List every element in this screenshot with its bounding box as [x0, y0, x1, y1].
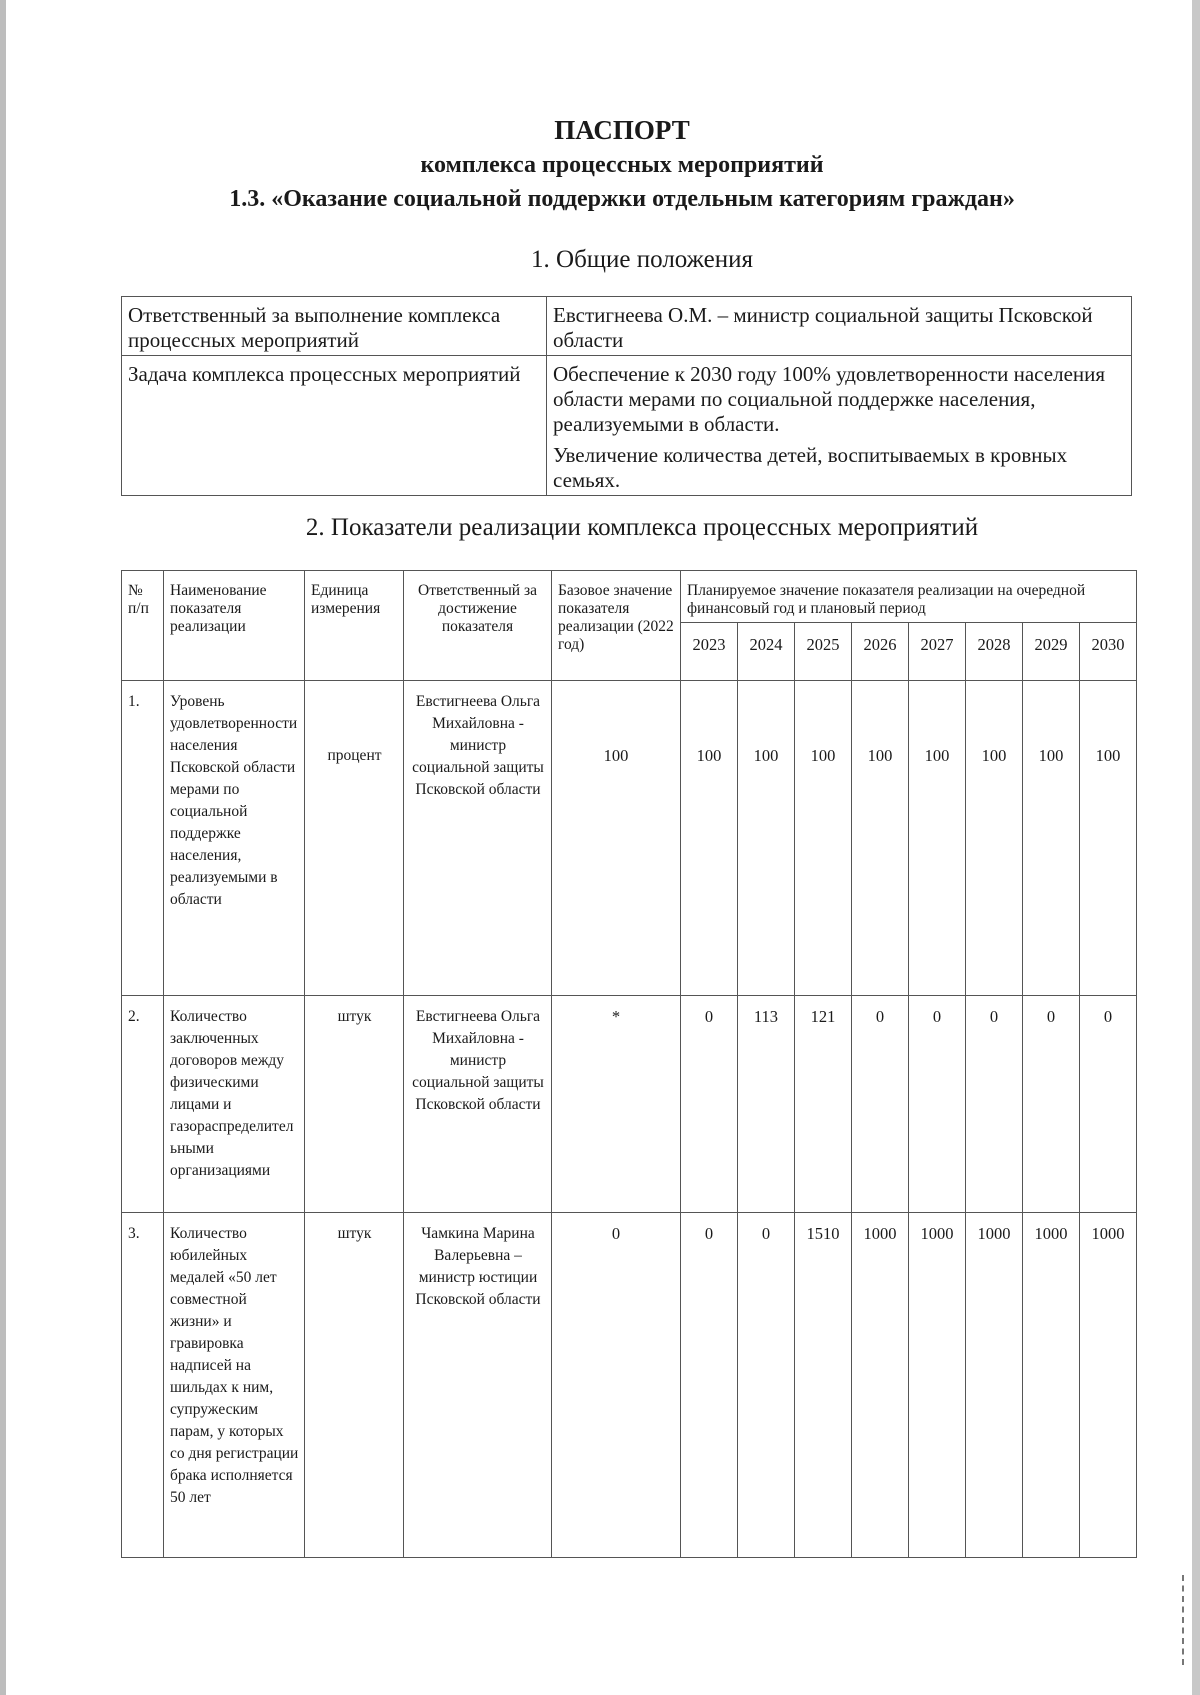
indicator-value: 0 — [1023, 996, 1080, 1213]
indicator-value: 0 — [681, 1213, 738, 1558]
indicator-name: Количество заключенных договоров между физическими лицами и газораспределительными организациями — [164, 996, 305, 1213]
indicator-responsible: Евстигнеева Ольга Михайловна - министр социальной защиты Псковской области — [404, 996, 552, 1213]
header-name: Наименование показателя реализации — [164, 571, 305, 681]
row-num: 3. — [122, 1213, 164, 1558]
indicator-name: Количество юбилейных медалей «50 лет совместной жизни» и гравировка надписей на шильдах к ним, супружеским парам, у которых со дня регистрации брака исполняется 50 лет — [164, 1213, 305, 1558]
header-year: 2023 — [681, 623, 738, 681]
indicator-responsible: Чамкина Марина Валерьевна – министр юстиции Псковской области — [404, 1213, 552, 1558]
indicator-value: 100 — [738, 681, 795, 996]
header-base: Базовое значение показателя реализации (2022 год) — [552, 571, 681, 681]
indicator-value: 100 — [966, 681, 1023, 996]
section2-heading: 2. Показатели реализации комплекса процессных мероприятий — [305, 514, 979, 541]
indicator-value: 1510 — [795, 1213, 852, 1558]
table-row — [122, 297, 1132, 356]
task-value — [547, 356, 1132, 496]
indicator-value: 1000 — [852, 1213, 909, 1558]
indicator-value: 100 — [852, 681, 909, 996]
responsible-label: Ответственный за выполнение комплекса процессных мероприятий — [122, 297, 547, 356]
responsible-value-text: Евстигнеева О.М. – министр социальной защиты Псковской области — [553, 303, 1093, 352]
header-year: 2029 — [1023, 623, 1080, 681]
indicator-value: 0 — [1080, 996, 1137, 1213]
responsible-value — [547, 297, 1132, 356]
indicator-unit: штук — [305, 1213, 404, 1558]
indicator-value: 0 — [852, 996, 909, 1213]
scan-edge-mark — [1178, 1575, 1184, 1665]
indicator-value: 1000 — [1080, 1213, 1137, 1558]
table-row — [122, 681, 1137, 996]
header-year: 2025 — [795, 623, 852, 681]
header-planned: Планируемое значение показателя реализации на очередной финансовый год и плановый период — [681, 571, 1137, 623]
table-row — [122, 996, 1137, 1213]
document-title: ПАСПОРТ — [554, 115, 690, 145]
indicator-value: 100 — [681, 681, 738, 996]
header-year: 2028 — [966, 623, 1023, 681]
indicator-value: 1000 — [909, 1213, 966, 1558]
indicator-value: 0 — [966, 996, 1023, 1213]
header-year: 2027 — [909, 623, 966, 681]
indicator-value: 100 — [1080, 681, 1137, 996]
indicator-name: Уровень удовлетворенности населения Псковской области мерами по социальной поддержке населения, реализуемыми в области — [164, 681, 305, 996]
program-title: 1.3. «Оказание социальной поддержки отдельным категориям граждан» — [229, 186, 1015, 212]
row-num: 1. — [122, 681, 164, 996]
task-label: Задача комплекса процессных мероприятий — [122, 356, 547, 496]
indicator-value: 100 — [1023, 681, 1080, 996]
task-value-1: Обеспечение к 2030 году 100% удовлетворенности населения области мерами по социальной поддержке населения, реализуемыми в области. — [553, 362, 1106, 436]
header-year: 2026 — [852, 623, 909, 681]
table-row — [122, 356, 1132, 496]
indicator-unit: процент — [305, 681, 404, 996]
indicator-base: 0 — [552, 1213, 681, 1558]
header-year: 2030 — [1080, 623, 1137, 681]
indicator-value: 1000 — [966, 1213, 1023, 1558]
indicators-table — [121, 570, 1137, 1558]
indicator-value: 0 — [738, 1213, 795, 1558]
general-provisions-table — [121, 296, 1132, 496]
section1-heading: 1. Общие положения — [531, 246, 753, 273]
indicator-value: 121 — [795, 996, 852, 1213]
task-value-2: Увеличение количества детей, воспитываемых в кровных семьях. — [553, 443, 1068, 492]
document-subtitle: комплекса процессных мероприятий — [420, 152, 824, 178]
row-num: 2. — [122, 996, 164, 1213]
header-num: № п/п — [122, 571, 164, 681]
header-year: 2024 — [738, 623, 795, 681]
header-responsible: Ответственный за достижение показателя — [404, 571, 552, 681]
indicator-base: * — [552, 996, 681, 1213]
indicator-unit: штук — [305, 996, 404, 1213]
indicator-value: 113 — [738, 996, 795, 1213]
indicator-base: 100 — [552, 681, 681, 996]
indicator-value: 0 — [681, 996, 738, 1213]
table-row — [122, 1213, 1137, 1558]
indicator-value: 0 — [909, 996, 966, 1213]
indicator-value: 100 — [795, 681, 852, 996]
title-block — [6, 112, 1198, 216]
indicator-responsible: Евстигнеева Ольга Михайловна - министр социальной защиты Псковской области — [404, 681, 552, 996]
header-unit: Единица измерения — [305, 571, 404, 681]
indicator-value: 1000 — [1023, 1213, 1080, 1558]
indicator-value: 100 — [909, 681, 966, 996]
header-row — [122, 571, 1137, 623]
